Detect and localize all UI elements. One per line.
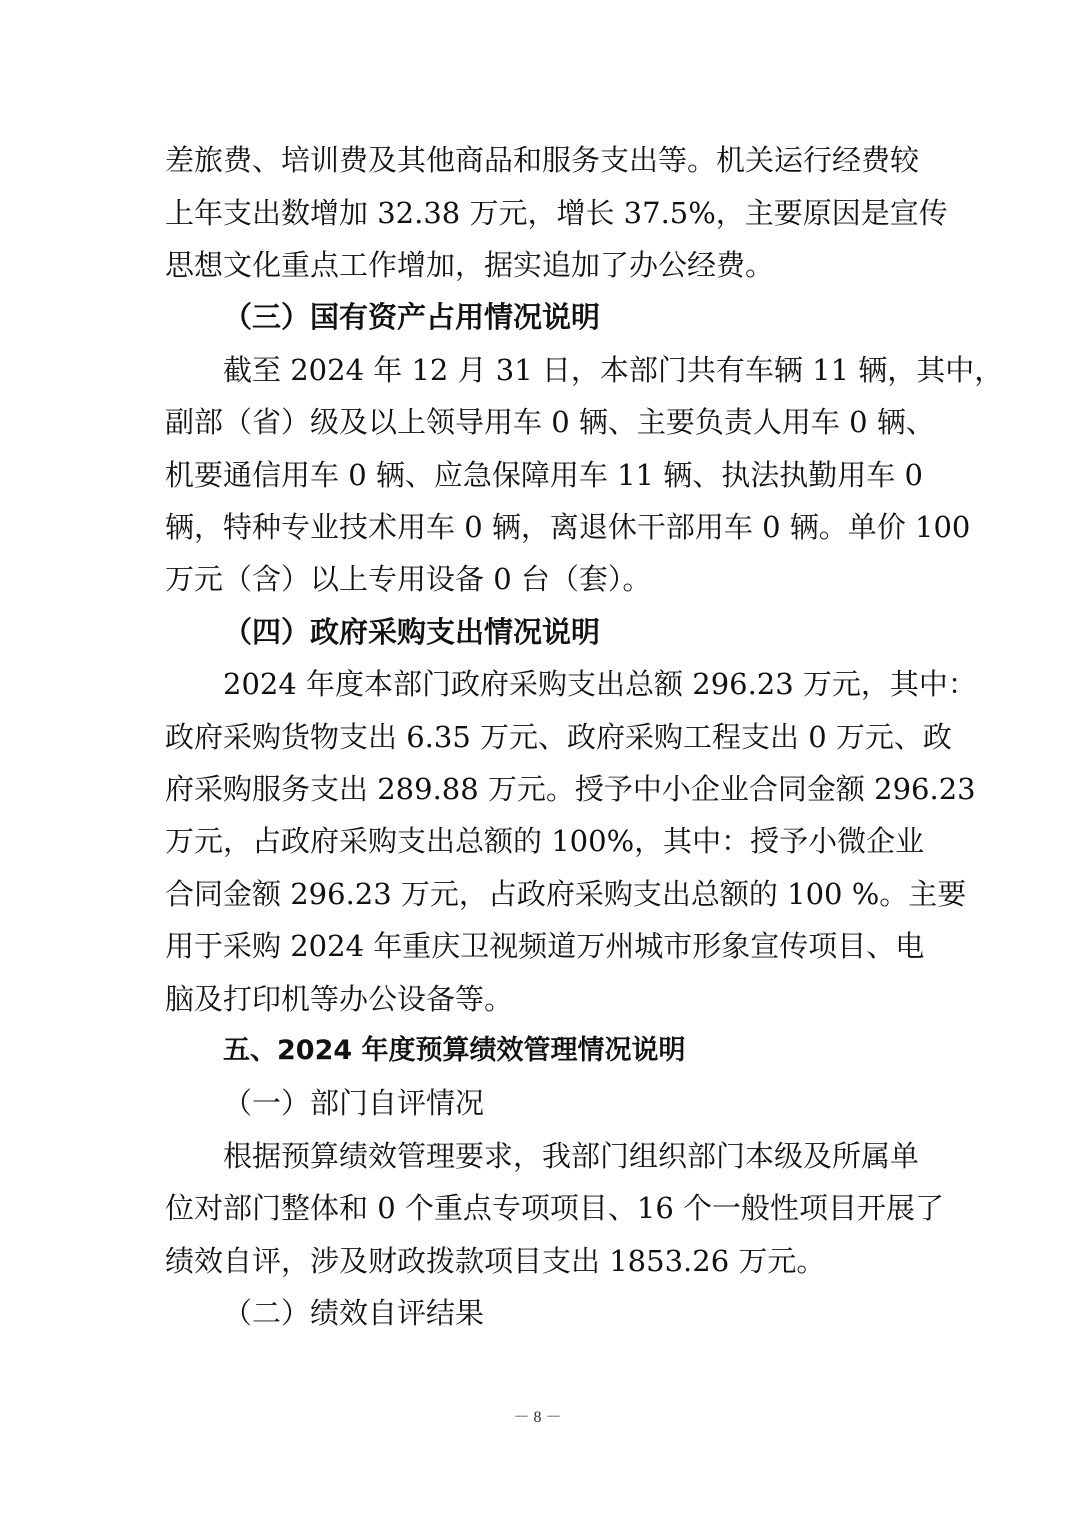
body-text-line: 政府采购货物支出 6.35 万元、政府采购工程支出 0 万元、政: [165, 720, 952, 754]
body-text-line: 脑及打印机等办公设备等。: [165, 982, 514, 1016]
section-heading: （四）政府采购支出情况说明: [223, 615, 601, 649]
body-text-line: 万元（含）以上专用设备 0 台（套）。: [165, 562, 652, 596]
body-text-line: 根据预算绩效管理要求，我部门组织部门本级及所属单: [223, 1139, 920, 1173]
body-text-line: 万元，占政府采购支出总额的 100%，其中：授予小微企业: [165, 824, 925, 858]
body-text-line: 机要通信用车 0 辆、应急保障用车 11 辆、执法执勤用车 0: [165, 458, 923, 492]
body-text-line: 上年支出数增加 32.38 万元，增长 37.5%，主要原因是宣传: [165, 196, 948, 230]
body-text-line: 用于采购 2024 年重庆卫视频道万州城市形象宣传项目、电: [165, 929, 925, 963]
body-text-line: 合同金额 296.23 万元，占政府采购支出总额的 100 %。主要: [165, 877, 967, 911]
body-text-line: 辆，特种专业技术用车 0 辆，离退休干部用车 0 辆。单价 100: [165, 510, 971, 544]
chapter-heading: 五、2024 年度预算绩效管理情况说明: [223, 1035, 686, 1066]
body-text-line: 位对部门整体和 0 个重点专项项目、16 个一般性项目开展了: [165, 1191, 945, 1225]
page-number: － 8 －: [513, 1409, 562, 1426]
body-text-line: 2024 年度本部门政府采购支出总额 296.23 万元，其中：: [223, 667, 977, 701]
subsection-heading: （二）绩效自评结果: [223, 1296, 485, 1330]
body-text-line: 副部（省）级及以上领导用车 0 辆、主要负责人用车 0 辆、: [165, 405, 935, 439]
body-text-line: 绩效自评，涉及财政拨款项目支出 1853.26 万元。: [165, 1244, 826, 1278]
body-text-line: 截至 2024 年 12 月 31 日，本部门共有车辆 11 辆，其中，: [223, 353, 1004, 387]
subsection-heading: （一）部门自评情况: [223, 1086, 485, 1120]
body-text-line: 思想文化重点工作增加，据实追加了办公经费。: [165, 248, 775, 282]
body-text-line: 差旅费、培训费及其他商品和服务支出等。机关运行经费较: [165, 143, 920, 177]
section-heading: （三）国有资产占用情况说明: [223, 300, 601, 334]
body-text-line: 府采购服务支出 289.88 万元。授予中小企业合同金额 296.23: [165, 772, 976, 806]
